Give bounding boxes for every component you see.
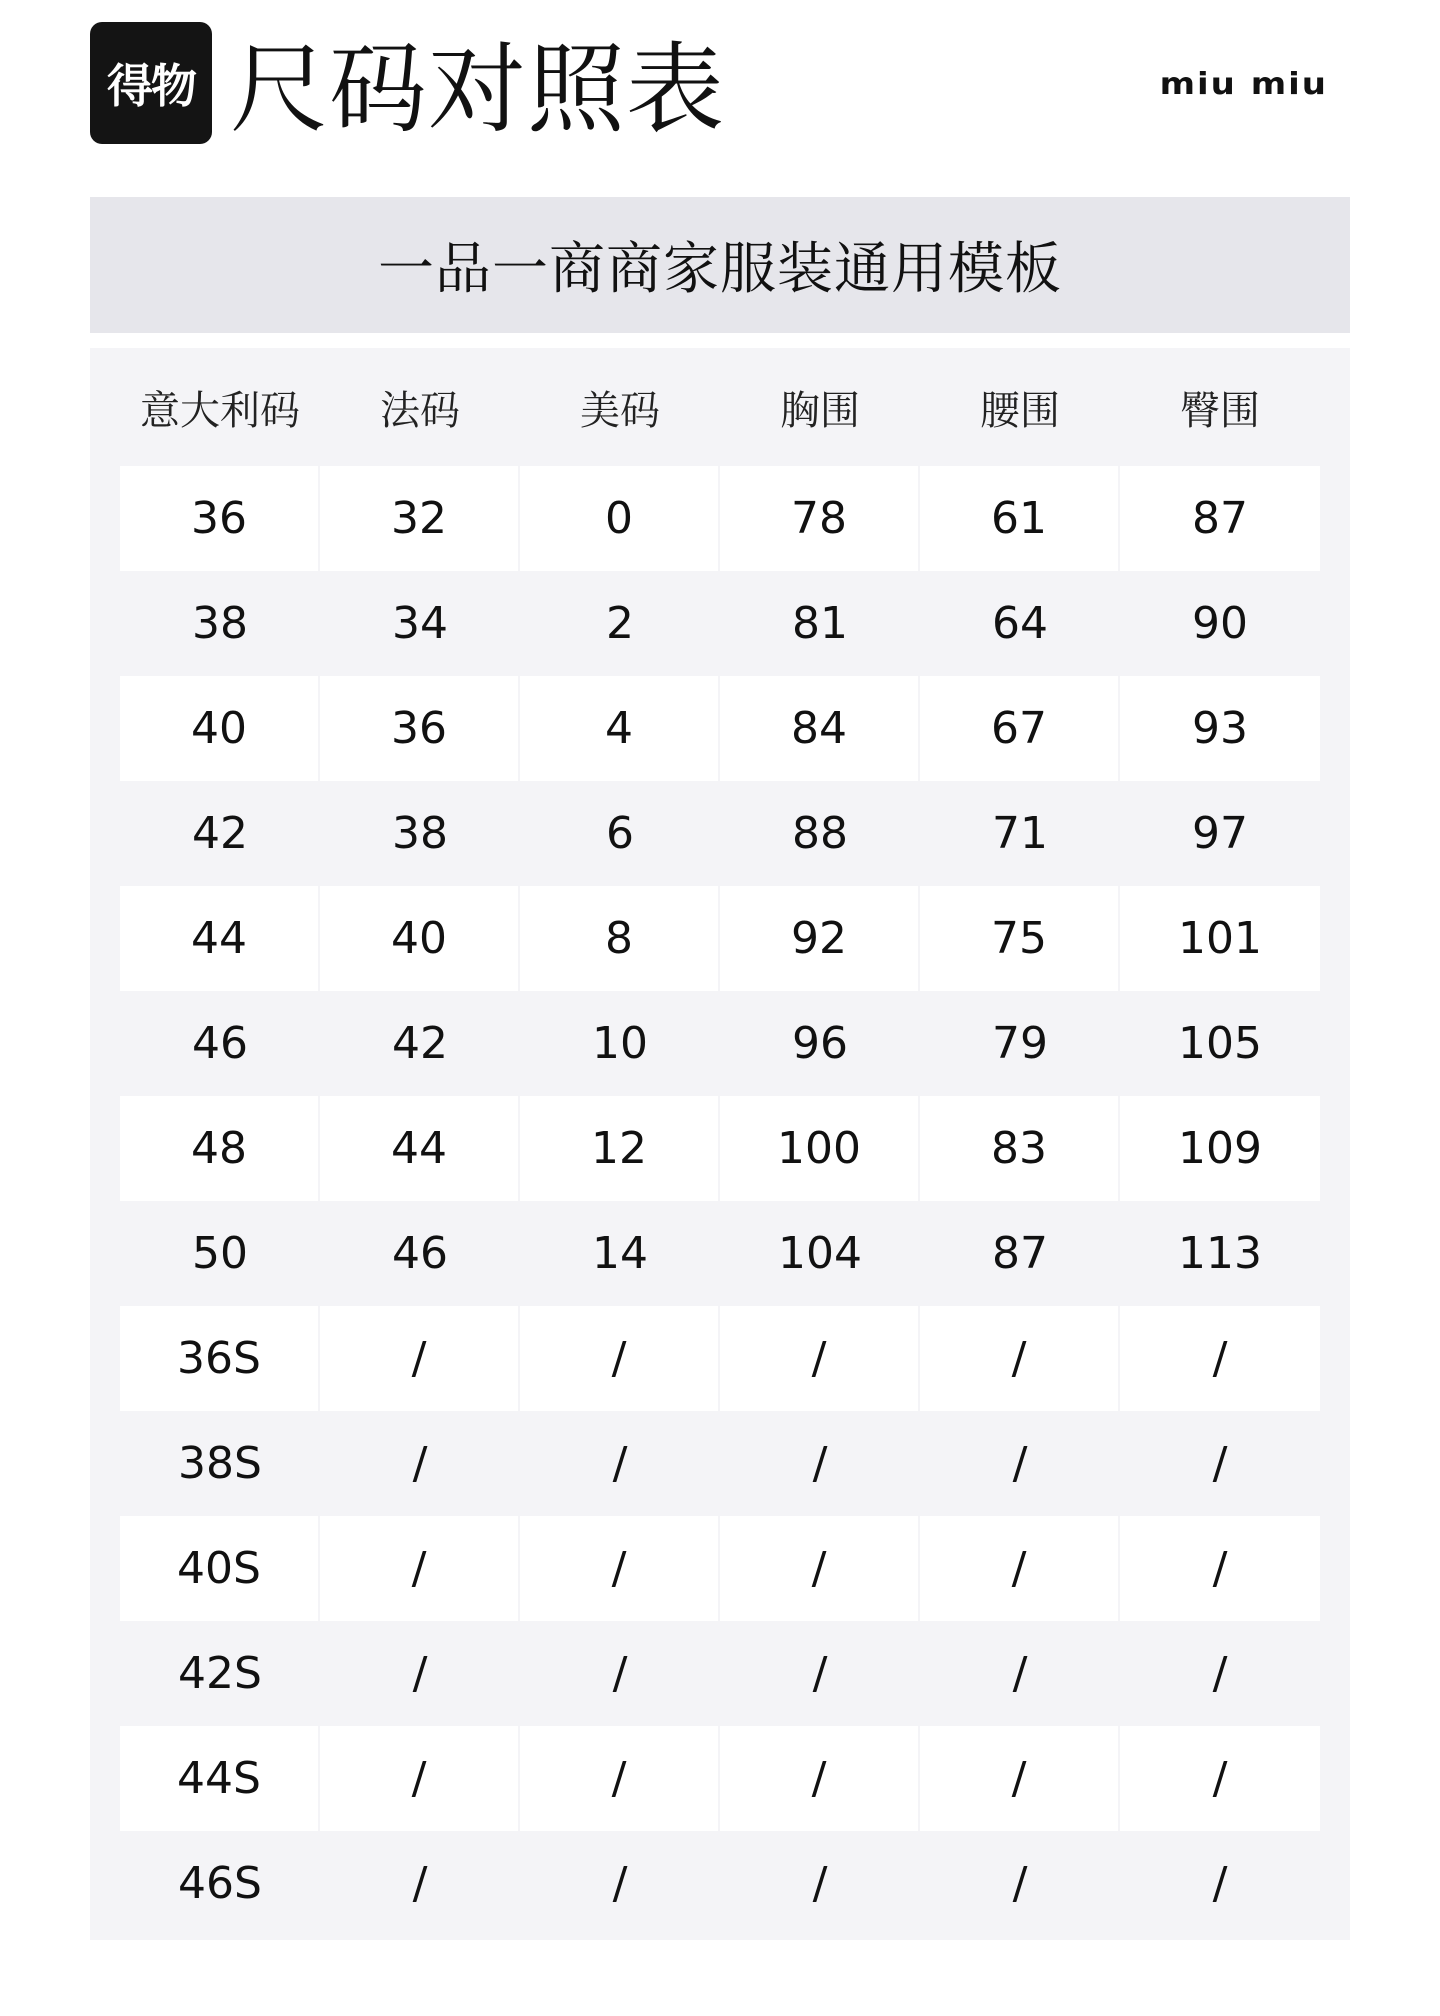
table-cell: / — [812, 1648, 828, 1699]
table-row — [120, 886, 1320, 991]
dewu-logo — [90, 22, 212, 144]
column-header-italy-size: 意大利码 — [140, 387, 300, 434]
table-row — [120, 571, 1320, 676]
table-cell: 92 — [720, 886, 920, 991]
template-title: 一品一商商家服装通用模板 — [378, 237, 1062, 302]
table-cell: 46 — [192, 1018, 248, 1069]
column-header-waist: 腰围 — [980, 387, 1060, 434]
table-row — [120, 1726, 1320, 1831]
table-cell: 40S — [120, 1516, 320, 1621]
table-row — [120, 1621, 1320, 1726]
table-cell: 87 — [1120, 466, 1320, 571]
table-cell: 38 — [192, 598, 248, 649]
table-cell: / — [320, 1516, 520, 1621]
table-row — [120, 1411, 1320, 1516]
table-cell: 109 — [1120, 1096, 1320, 1201]
table-cell: / — [412, 1648, 428, 1699]
table-cell: / — [920, 1516, 1120, 1621]
table-row — [120, 781, 1320, 886]
table-cell: / — [412, 1438, 428, 1489]
table-cell: / — [812, 1438, 828, 1489]
table-cell: 71 — [992, 808, 1048, 859]
page-title: 尺码对照表 — [230, 33, 726, 147]
table-cell: 97 — [1192, 808, 1248, 859]
table-cell: 44 — [120, 886, 320, 991]
table-cell: / — [1212, 1858, 1228, 1909]
table-cell: 36 — [120, 466, 320, 571]
table-cell: 104 — [778, 1228, 862, 1279]
table-cell: / — [720, 1726, 920, 1831]
table-body — [120, 466, 1320, 1936]
table-cell: / — [1120, 1726, 1320, 1831]
table-cell: 0 — [520, 466, 720, 571]
table-cell: 67 — [920, 676, 1120, 781]
table-cell: 64 — [992, 598, 1048, 649]
table-cell: 46 — [392, 1228, 448, 1279]
table-cell: 50 — [192, 1228, 248, 1279]
table-cell: 87 — [992, 1228, 1048, 1279]
table-cell: / — [1120, 1516, 1320, 1621]
table-row — [120, 991, 1320, 1096]
table-header-row — [120, 348, 1320, 466]
table-cell: / — [1012, 1858, 1028, 1909]
table-cell: 8 — [520, 886, 720, 991]
table-cell: / — [320, 1306, 520, 1411]
size-table — [90, 348, 1350, 1940]
table-cell: 34 — [392, 598, 448, 649]
table-cell: 78 — [720, 466, 920, 571]
table-cell: 2 — [606, 598, 634, 649]
table-row — [120, 1831, 1320, 1936]
table-cell: / — [612, 1438, 628, 1489]
table-cell: / — [1012, 1438, 1028, 1489]
table-cell: 101 — [1120, 886, 1320, 991]
table-cell: 96 — [792, 1018, 848, 1069]
column-header-france-size: 法码 — [380, 387, 460, 434]
table-cell: / — [1012, 1648, 1028, 1699]
table-cell: 36S — [120, 1306, 320, 1411]
table-cell: 44S — [120, 1726, 320, 1831]
table-cell: 36 — [320, 676, 520, 781]
table-cell: / — [520, 1516, 720, 1621]
table-cell: 88 — [792, 808, 848, 859]
table-cell: / — [920, 1726, 1120, 1831]
table-cell: 12 — [520, 1096, 720, 1201]
table-cell: 44 — [320, 1096, 520, 1201]
table-cell: / — [720, 1306, 920, 1411]
table-cell: 90 — [1192, 598, 1248, 649]
table-row — [120, 1306, 1320, 1411]
table-cell: 81 — [792, 598, 848, 649]
table-cell: / — [920, 1306, 1120, 1411]
table-cell: / — [1212, 1648, 1228, 1699]
table-cell: / — [812, 1858, 828, 1909]
table-row — [120, 676, 1320, 781]
logo-text: 得物 — [107, 59, 195, 113]
page-header — [90, 22, 1350, 152]
table-row — [120, 1096, 1320, 1201]
table-cell: / — [720, 1516, 920, 1621]
table-row — [120, 1516, 1320, 1621]
table-cell: / — [320, 1726, 520, 1831]
table-cell: 79 — [992, 1018, 1048, 1069]
table-cell: 48 — [120, 1096, 320, 1201]
column-header-hip: 臀围 — [1180, 387, 1260, 434]
table-cell: / — [1120, 1306, 1320, 1411]
column-header-bust: 胸围 — [780, 387, 860, 434]
table-cell: 42S — [178, 1648, 262, 1699]
table-cell: 105 — [1178, 1018, 1262, 1069]
table-cell: / — [612, 1858, 628, 1909]
column-header-us-size: 美码 — [580, 387, 660, 434]
table-cell: / — [612, 1648, 628, 1699]
table-cell: 38 — [392, 808, 448, 859]
table-cell: 40 — [120, 676, 320, 781]
table-cell: / — [1212, 1438, 1228, 1489]
table-cell: 93 — [1120, 676, 1320, 781]
brand-logo: miu miu — [1159, 66, 1328, 102]
table-cell: 4 — [520, 676, 720, 781]
table-cell: 6 — [606, 808, 634, 859]
table-cell: / — [520, 1306, 720, 1411]
table-cell: 75 — [920, 886, 1120, 991]
table-row — [120, 466, 1320, 571]
table-cell: 113 — [1178, 1228, 1262, 1279]
table-cell: 61 — [920, 466, 1120, 571]
table-cell: 100 — [720, 1096, 920, 1201]
table-cell: 40 — [320, 886, 520, 991]
table-cell: 42 — [192, 808, 248, 859]
table-cell: 10 — [592, 1018, 648, 1069]
table-cell: 38S — [178, 1438, 262, 1489]
table-cell: 83 — [920, 1096, 1120, 1201]
template-title-banner — [90, 197, 1350, 333]
table-cell: / — [412, 1858, 428, 1909]
table-cell: 42 — [392, 1018, 448, 1069]
table-cell: 46S — [178, 1858, 262, 1909]
table-cell: 84 — [720, 676, 920, 781]
table-row — [120, 1201, 1320, 1306]
table-cell: / — [520, 1726, 720, 1831]
table-cell: 14 — [592, 1228, 648, 1279]
table-cell: 32 — [320, 466, 520, 571]
